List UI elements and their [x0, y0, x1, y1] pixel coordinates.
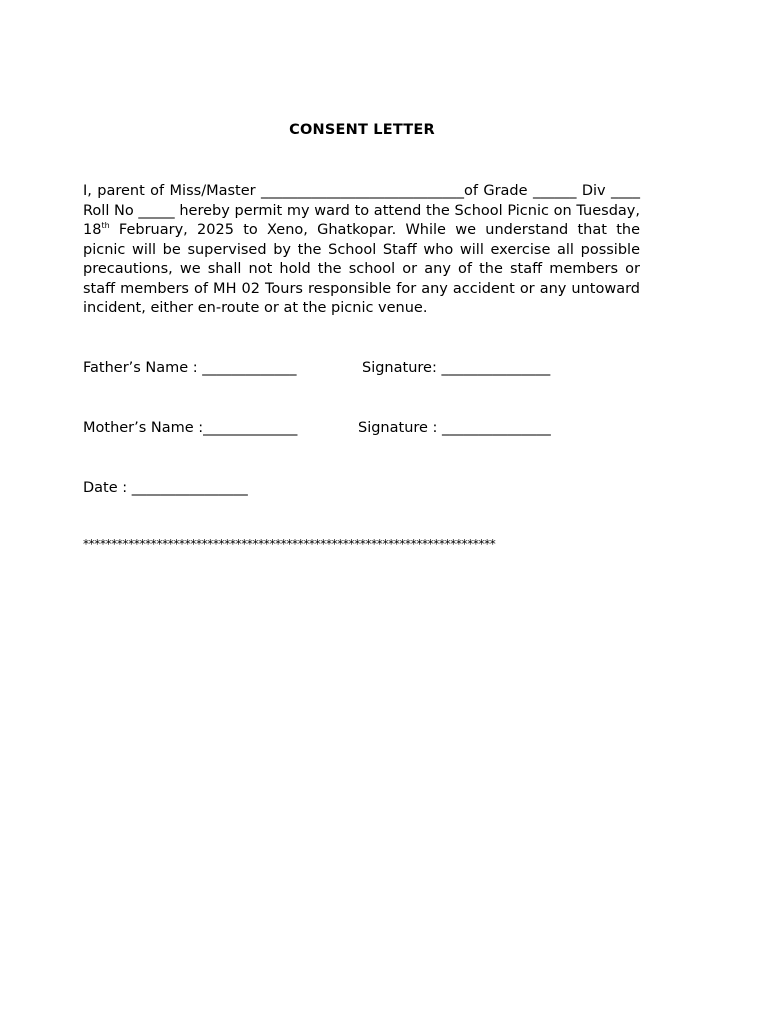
- date-field: Date : ________________: [83, 480, 248, 496]
- letter-body-part2: February, 2025 to Xeno, Ghatkopar. While we understand that the picnic will be supervised by the School Staff who will exercise all possible precautions, we shall not hold the school or any of the staff members or staff members of MH 02 Tours responsible for any accident or any untoward incident, either en-route or at the picnic venue.: [83, 222, 640, 316]
- date-ordinal-suffix: th: [101, 221, 110, 231]
- mother-row: [83, 420, 551, 436]
- letter-body: [83, 182, 640, 319]
- father-signature-field: Signature: _______________: [362, 360, 551, 376]
- separator-stars: *************************************************************************: [83, 537, 496, 551]
- mother-signature-field: Signature : _______________: [358, 420, 551, 436]
- father-row: [83, 360, 551, 376]
- father-name-field: Father’s Name : _____________: [83, 360, 297, 376]
- mother-name-field: Mother’s Name :_____________: [83, 420, 298, 436]
- letter-body-part1: I, parent of Miss/Master ____________________________of Grade ______ Div ____ Roll No _____ hereby permit my ward to attend the School Picnic on Tuesday, 18: [83, 183, 640, 238]
- date-row: [83, 480, 248, 496]
- letter-title: CONSENT LETTER: [289, 122, 435, 138]
